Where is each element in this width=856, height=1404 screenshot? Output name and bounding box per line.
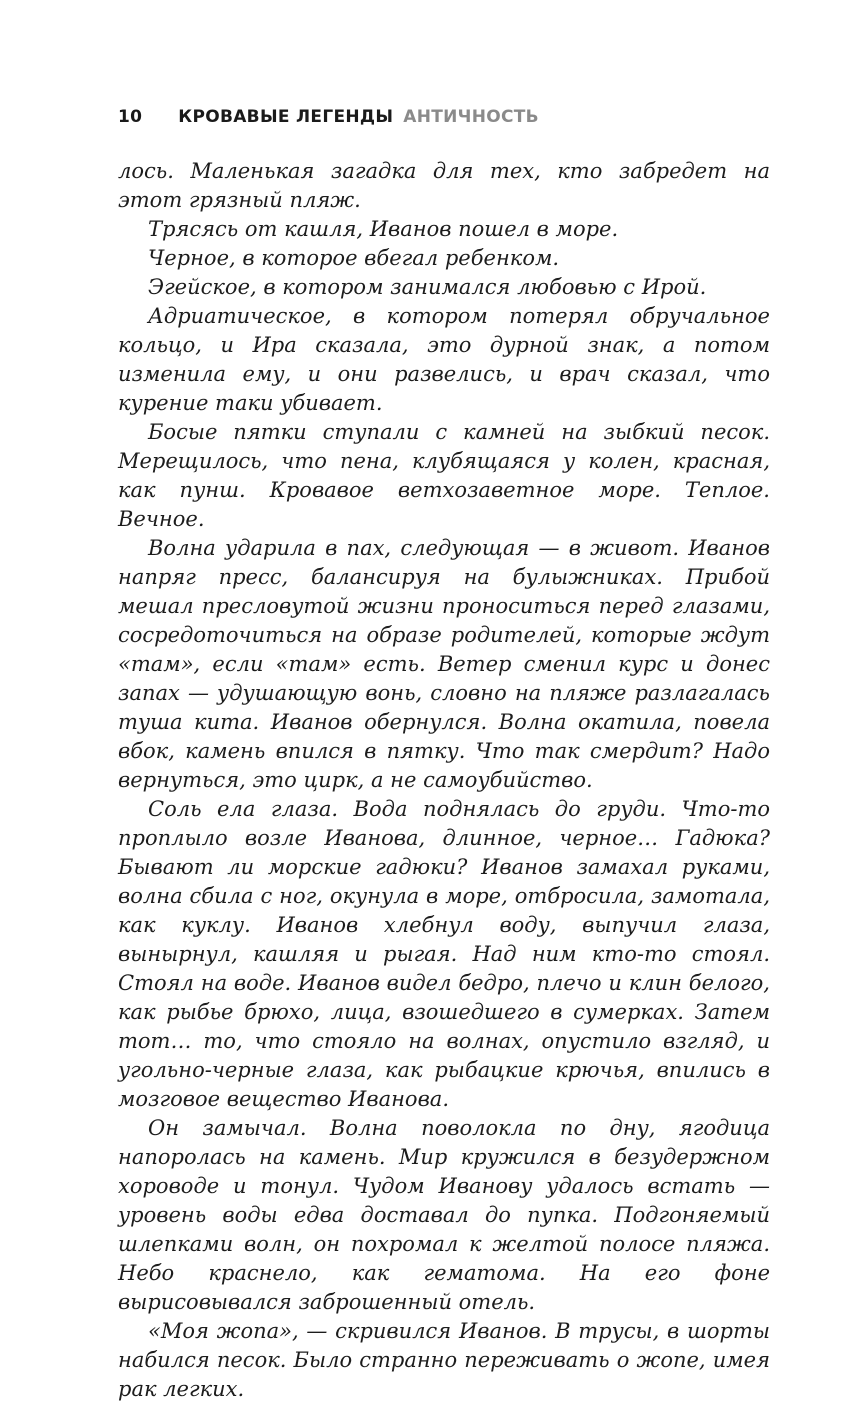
paragraph: Он замычал. Волна поволокла по дну, ягодица напоролась на камень. Мир кружился в безудержном хороводе и тонул. Чудом Иванову удалось встать — уровень воды едва доставал до пупка. Подгоняемый шлепками волн, он похромал к желтой полосе пляжа. Небо краснело, как гематома. На его фоне вырисовывался заброшенный отель. — [118, 1116, 770, 1314]
paragraph: «Моя жопа», — скривился Иванов. В трусы, в шорты набился песок. Было странно переживать о жопе, имея рак легких. — [118, 1319, 770, 1401]
book-title: КРОВАВЫЕ ЛЕГЕНДЫ — [178, 107, 394, 127]
paragraph: Волна ударила в пах, следующая — в живот. Иванов напряг пресс, балансируя на булыжниках. Прибой мешал пресловутой жизни проноситься перед глазами, сосредоточиться на образе родителей, которые ждут «там», если «там» есть. Ветер сменил курс и донес запах — удушающую вонь, словно на пляже разлагалась туша кита. Иванов обернулся. Волна окатила, повела вбок, камень впился в пятку. Что так смердит? Надо вернуться, это цирк, а не самоубийство. — [118, 536, 770, 792]
paragraph: Соль ела глаза. Вода поднялась до груди. Что-то проплыло возле Иванова, длинное, черное… Гадюка? Бывают ли морские гадюки? Иванов замахал руками, волна сбила с ног, окунула в море, отбросила, замотала, как куклу. Иванов хлебнул воду, выпучил глаза, вынырнул, кашляя и рыгая. Над ним кто-то стоял. Стоял на воде. Иванов видел бедро, плечо и клин белого, как рыбье брюхо, лица, взошедшего в сумерках. Затем тот… то, что стояло на волнах, опустило взгляд, и угольно-черные глаза, как рыбацкие крючья, впились в мозговое вещество Иванова. — [118, 797, 770, 1111]
paragraph: Черное, в которое вбегал ребенком. — [148, 246, 560, 270]
page-number: 10 — [118, 107, 143, 127]
running-head — [118, 107, 539, 133]
paragraph: Босые пятки ступали с камней на зыбкий песок. Мерещилось, что пена, клубящаяся у колен, красная, как пунш. Кровавое ветхозаветное море. Теплое. Вечное. — [118, 420, 770, 531]
section-title: АНТИЧНОСТЬ — [403, 107, 539, 127]
paragraph: Адриатическое, в котором потерял обручальное кольцо, и Ира сказала, это дурной знак, а потом изменила ему, и они развелись, и врач сказал, что курение таки убивает. — [118, 304, 770, 415]
paragraph: Эгейское, в котором занимался любовью с Ирой. — [148, 275, 707, 299]
body-text — [118, 157, 770, 1404]
paragraph-continued: лось. Маленькая загадка для тех, кто забредет на этот грязный пляж. — [118, 159, 770, 212]
paragraph: Трясясь от кашля, Иванов пошел в море. — [148, 217, 619, 241]
